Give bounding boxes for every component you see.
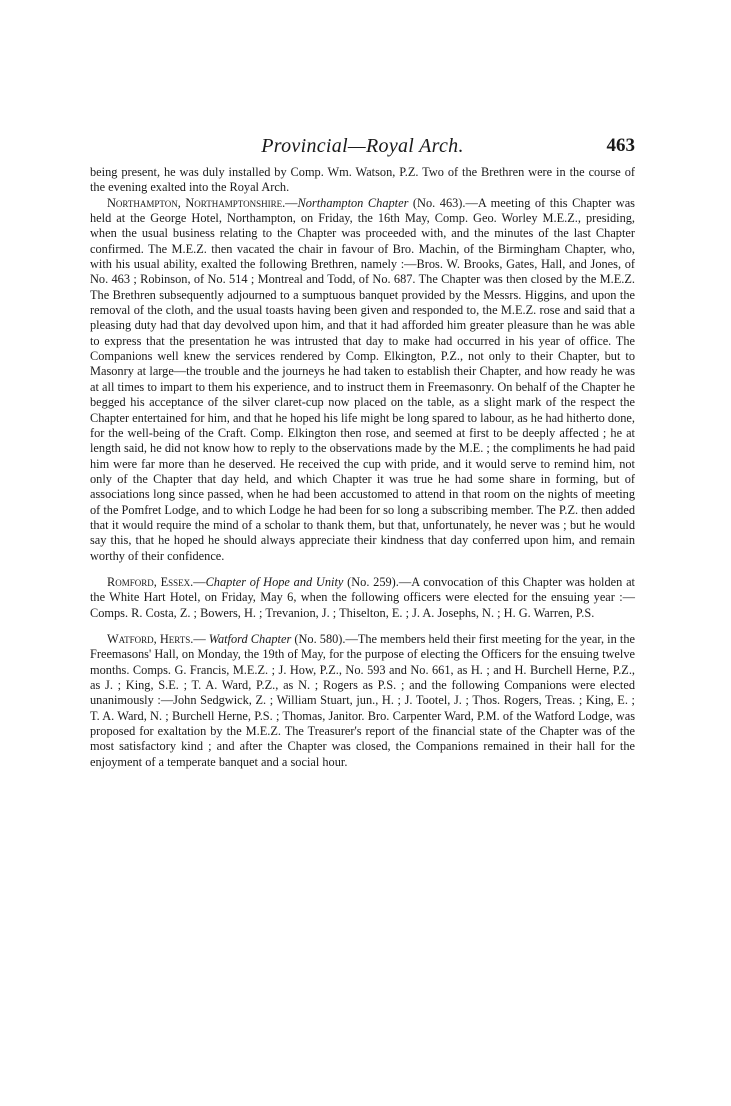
book-page <box>90 135 635 770</box>
page-number: 463 <box>606 135 635 156</box>
paragraph-text: being present, he was duly installed by Comp. Wm. Watson, P.Z. Two of the Brethren were in the course of the evening exalted into the Royal Arch. <box>90 165 635 195</box>
place-heading: Romford, Essex. <box>107 574 194 589</box>
place-heading: Northampton, Northamptonshire. <box>107 195 286 210</box>
paragraph-text: (No. 259).—A convocation of this Chapter was holden at the White Hart Hotel, on Friday, May 6, when the following officers were elected for the ensuing year :—Comps. R. Costa, Z. ; Bowers, H. ; Trevanion, J. ; Thiselton, E. ; J. A. Josephs, N. ; H. G. Warren, P.S. <box>90 574 635 620</box>
chapter-name: Chapter of Hope and Unity <box>205 574 344 589</box>
chapter-name: Northampton Chapter <box>297 195 409 210</box>
dash-separator: — <box>193 631 209 646</box>
article-body <box>90 165 635 770</box>
paragraph-romford <box>90 575 635 621</box>
paragraph-watford <box>90 632 635 770</box>
dash-separator: — <box>285 195 298 210</box>
running-title: Provincial—Royal Arch. <box>261 135 464 157</box>
running-head <box>90 135 635 165</box>
place-heading: Watford, Herts. <box>107 631 194 646</box>
paragraph-continued <box>90 165 635 196</box>
dash-separator: — <box>193 574 206 589</box>
paragraph-text: (No. 463).—A meeting of this Chapter was held at the George Hotel, Northampton, on Friday, the 16th May, Comp. Geo. Worley M.E.Z., presiding, when the usual business relating to the Chapter was proceeded with, and the minutes of the last Chapter confirmed. The M.E.Z. then vacated the chair in favour of Bro. Machin, of the Birmingham Chapter, who, with his usual ability, exalted the following Brethren, namely :—Bros. W. Brooks, Gates, Hall, and Jones, of No. 463 ; Robinson, of No. 514 ; Montreal and Todd, of No. 687. The Chapter was then closed by the M.E.Z. The Brethren subsequently adjourned to a sumptuous banquet provided by the Messrs. Higgins, and upon the removal of the cloth, and the usual toasts having been given and responded to, the M.E.Z. rose and said that a pleasing duty had that day devolved upon him, and that it had afforded him greater pleasure than he was able to express that the presentation he was intrusted that day to make had occurred in his year of office. The Companions well knew the services rendered by Comp. Elkington, P.Z., not only to their Chapter, but to Masonry at large—the trouble and the journeys he had taken to establish their Chapter, and how ready he was at all times to impart to them his experience, and to instruct them in Freemasonry. On behalf of the Chapter he begged his acceptance of the silver claret-cup now placed on the table, as a slight mark of the respect the Chapter entertained for him, and that he hoped his life might be long spared to labour, as he had hitherto done, for the well-being of the Craft. Comp. Elkington then rose, and seemed at first to be deeply affected ; he at length said, he did not know how to reply to the observations made by the M.E. ; the compliments he had paid him were far more than he deserved. He received the cup with pride, and it would serve to remind him, not only of the Chapter that day held, and which Chapter it was true he had some share in forming, but of associations long since passed, when he had been accustomed to attend in that room on the nights of meeting of the Pomfret Lodge, and to which Lodge he had been for so long a subscribing member. The P.Z. then added that it would require the mind of a scholar to thank them, but that, unfortunately, he never was ; but he would say this, that he hoped he should always appreciate their kindness that day conferred upon him, and remain worthy of their confidence. <box>90 195 635 563</box>
paragraph-text: (No. 580).—The members held their first meeting for the year, in the Freemasons' Hall, on Monday, the 19th of May, for the purpose of electing the Officers for the ensuing twelve months. Comps. G. Francis, M.E.Z. ; J. How, P.Z., No. 593 and No. 661, as H. ; and H. Burchell Herne, P.Z., as J. ; King, S.E. ; T. A. Ward, P.Z., as N. ; Rogers as P.S. ; and the following Companions were elected unanimously :—John Sedgwick, Z. ; William Stuart, jun., H. ; J. Tootel, J. ; Thos. Rogers, Treas. ; King, E. ; T. A. Ward, N. ; Burchell Herne, P.S. ; Thomas, Janitor. Bro. Carpenter Ward, P.M. of the Watford Lodge, was proposed for exaltation by the M.E.Z. The Treasurer's report of the financial state of the Chapter was of the most satisfactory kind ; and after the Chapter was closed, the Companions remained in their hall for the enjoyment of a temperate banquet and a social hour. <box>90 631 635 769</box>
paragraph-northampton <box>90 196 635 564</box>
chapter-name: Watford Chapter <box>208 631 292 646</box>
